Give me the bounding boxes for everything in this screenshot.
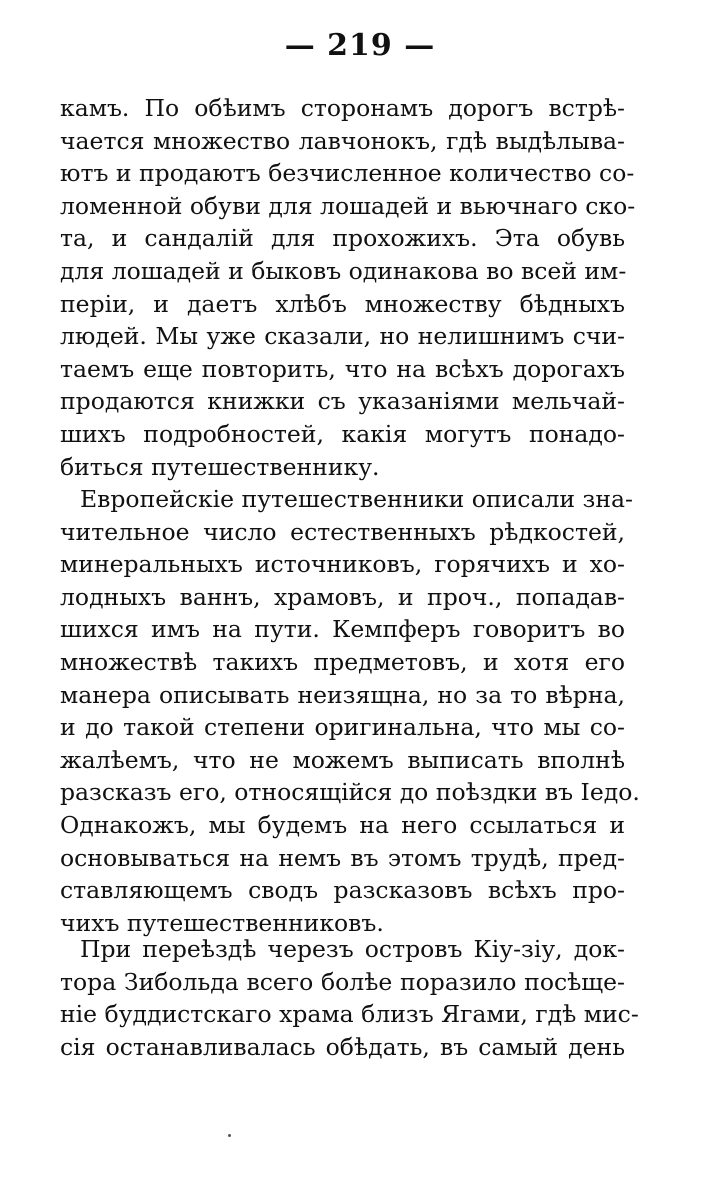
text-line: Однакожъ, мы будемъ на него ссылаться и [60, 810, 625, 839]
text-line: періи, и даетъ хлѣбъ множеству бѣдныхъ [60, 289, 625, 318]
text-line: основываться на немъ въ этомъ трудѣ, пред- [60, 843, 625, 872]
text-line: и до такой степени оригинальна, что мы со- [60, 713, 625, 742]
text-line: биться путешественнику. [60, 452, 380, 481]
paragraph-2 [60, 483, 640, 939]
text-line: камъ. По обѣимъ сторонамъ дорогъ встрѣ- [60, 94, 625, 122]
text-line: продаются книжки съ указаніями мельчай- [60, 387, 625, 416]
text-line: манера описывать неизящна, но за то вѣрна, [60, 680, 625, 709]
ink-speck [228, 1134, 231, 1137]
text-line: ломенной обуви для лошадей и вьючнаго ско- [60, 191, 636, 220]
text-line: таемъ еще повторить, что на всѣхъ дорогахъ [60, 354, 625, 383]
text-line: чихъ путешественниковъ. [60, 908, 384, 937]
text-line: шихъ подробностей, какія могутъ понадо- [60, 419, 625, 448]
text-line: сія останавливалась обѣдать, въ самый день [60, 1032, 625, 1061]
text-line: Европейскіе путешественники описали зна- [80, 485, 633, 513]
text-line: чительное число естественныхъ рѣдкостей, [60, 517, 625, 546]
text-line: жалѣемъ, что не можемъ выписать вполнѣ [60, 745, 625, 774]
text-line: ніе буддистскаго храма близъ Ягами, гдѣ мис- [60, 1000, 639, 1029]
text-line: разсказъ его, относящійся до поѣздки въ Іедо. [60, 778, 640, 807]
text-line: людей. Мы уже сказали, но нелишнимъ счи- [60, 322, 625, 351]
text-line: множествѣ такихъ предметовъ, и хотя его [60, 647, 625, 676]
text-line: ютъ и продаютъ безчисленное количество со- [60, 159, 635, 188]
text-line: для лошадей и быковъ одинакова во всей им- [60, 256, 627, 285]
text-line: шихся имъ на пути. Кемпферъ говоритъ во [60, 615, 625, 644]
paragraph-3 [60, 933, 639, 1063]
page-number: — 219 — [284, 28, 436, 63]
text-line: ставляющемъ сводъ разсказовъ всѣхъ про- [60, 876, 625, 905]
text-line: минеральныхъ источниковъ, горячихъ и хо- [60, 550, 625, 579]
paragraph-1 [60, 92, 636, 483]
text-line: та, и сандалій для прохожихъ. Эта обувь [60, 224, 625, 253]
text-line: лодныхъ ваннъ, храмовъ, и проч., попадав- [60, 582, 625, 611]
text-line: тора Зибольда всего болѣе поразило посѣще- [60, 967, 625, 996]
text-line: При переѣздѣ черезъ островъ Кіу-зіу, док- [80, 935, 625, 963]
text-line: чается множество лавчонокъ, гдѣ выдѣлыва- [60, 126, 625, 155]
